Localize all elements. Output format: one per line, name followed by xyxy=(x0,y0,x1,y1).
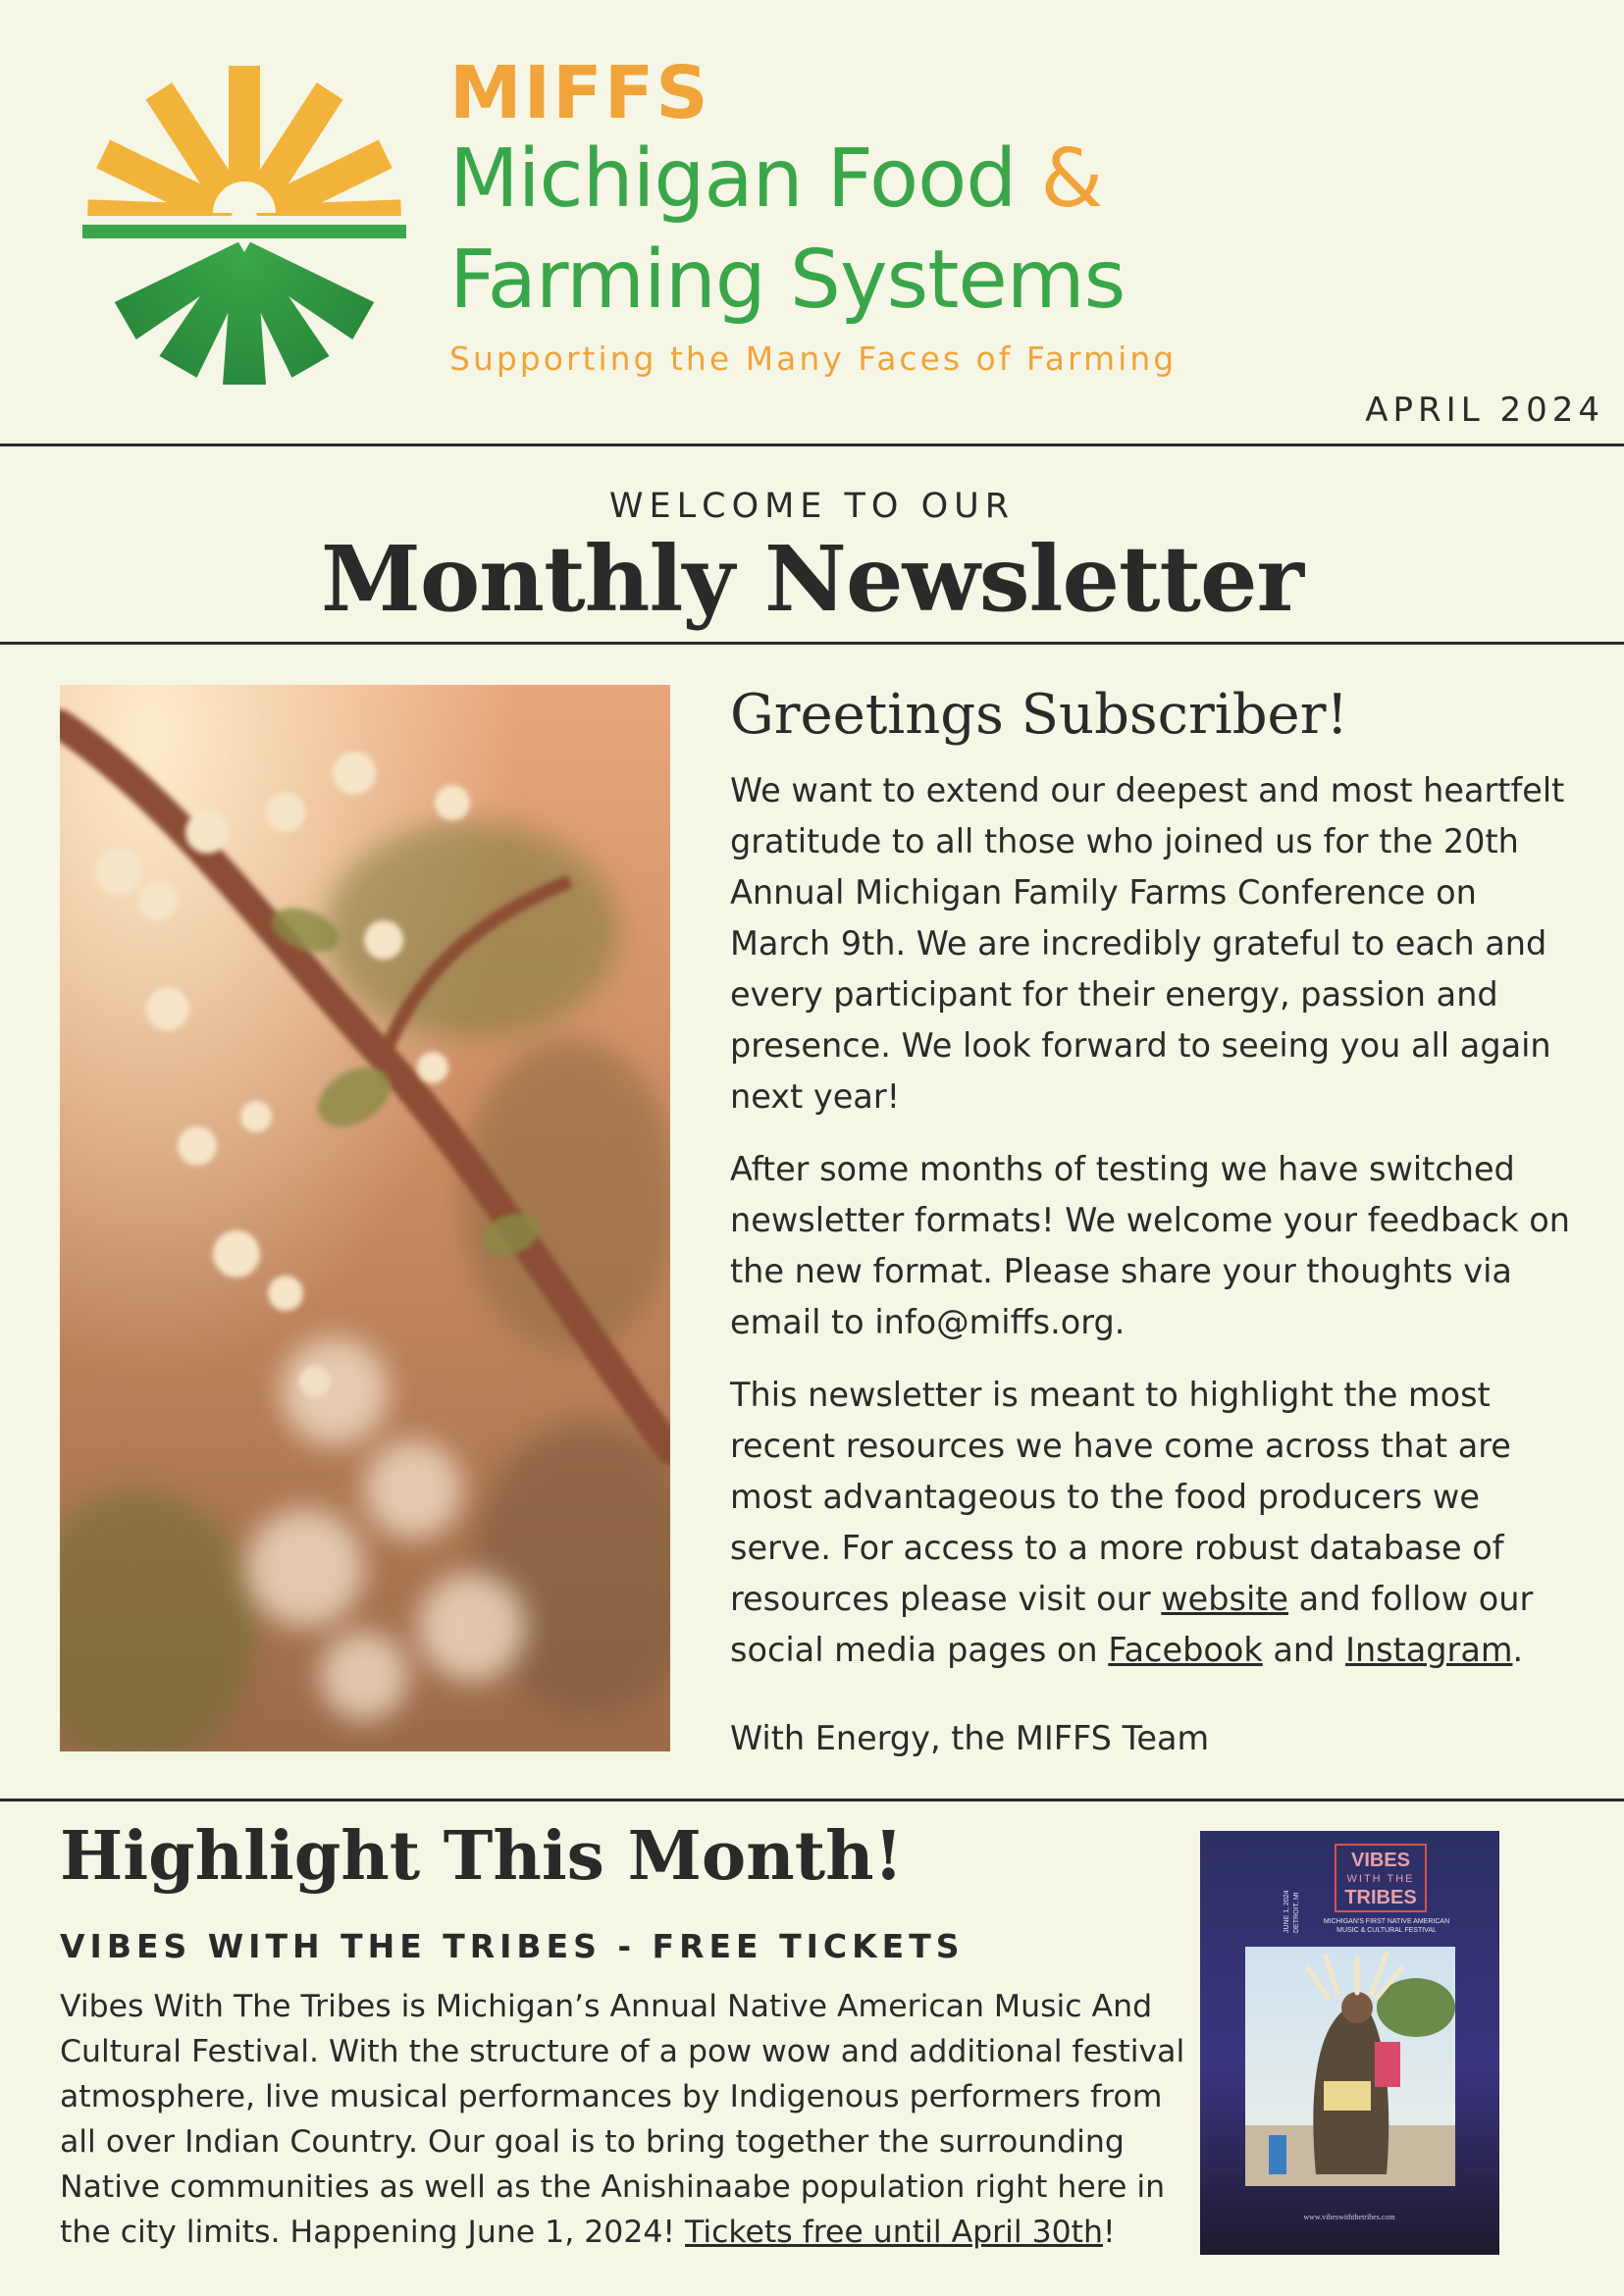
paragraph-text: . xyxy=(1512,1631,1524,1669)
poster-dancer-photo xyxy=(1245,1947,1455,2186)
org-abbreviation: MIFFS xyxy=(449,51,710,135)
poster-title-line1: VIBES xyxy=(1350,1850,1411,1871)
website-link[interactable]: website xyxy=(1161,1580,1289,1618)
greeting-paragraph-1: We want to extend our deepest and most heartfelt gratitude to all those who joined us for the 20th Annual Michigan Family Farms Conference on March 9th. We are incredibly grateful to each and every participant for their energy, passion and presence. We look forward to seeing you all again next year! xyxy=(730,771,1565,1116)
highlight-text: Vibes With The Tribes is Michigan’s Annual Native American Music And Cultural Festival. With the structure of a pow wow and additional festival atmosphere, live musical performances by Indigenous performers from all over Indian Country. Our goal is to bring together the surrounding Native communities as well as the Anishinaabe population right here in the city limits. Happening June 1, 2024! xyxy=(60,1989,1185,2250)
vibes-with-the-tribes-poster[interactable] xyxy=(1200,1831,1499,2255)
paragraph-text: and xyxy=(1262,1631,1346,1669)
poster-side-date: JUNE 1, 2024 xyxy=(1283,1890,1290,1933)
greeting-paragraph-2: After some months of testing we have switched newsletter formats! We welcome your feedback on the new format. Please share your thoughts via email to info@miffs.org. xyxy=(730,1150,1571,1341)
instagram-link[interactable]: Instagram xyxy=(1345,1631,1513,1669)
paragraph-text: This newsletter is meant to highlight the most recent resources we have come across that are most advantageous to the food producers we serve. For access to a more robust database of resources please visit our xyxy=(730,1376,1511,1618)
cherry-blossom-photo xyxy=(60,685,670,1751)
highlight-text-end: ! xyxy=(1103,2215,1116,2250)
paragraph-text: and follow our social media pages on xyxy=(730,1580,1534,1669)
highlight-heading: Highlight This Month! xyxy=(60,1817,904,1896)
issue-date: APRIL 2024 xyxy=(1365,391,1604,430)
highlight-subheading: VIBES WITH THE TRIBES - FREE TICKETS xyxy=(60,1927,965,1965)
newsletter-title: Monthly Newsletter xyxy=(320,526,1303,632)
miffs-sun-logo xyxy=(82,61,406,385)
greeting-heading: Greetings Subscriber! xyxy=(730,683,1348,747)
poster-sub-line2: MUSIC & CULTURAL FESTIVAL xyxy=(1336,1927,1437,1934)
poster-url: www.vibeswiththetribes.com xyxy=(1303,2213,1395,2221)
divider-header xyxy=(0,444,1624,446)
welcome-kicker: WELCOME TO OUR xyxy=(608,487,1016,526)
poster-sub-line1: MICHIGAN'S FIRST NATIVE AMERICAN xyxy=(1323,1918,1450,1925)
org-name-line1 xyxy=(449,132,1102,226)
divider-highlight xyxy=(0,1799,1624,1801)
tickets-link[interactable]: Tickets free until April 30th xyxy=(685,2215,1103,2250)
org-name-ampersand: & xyxy=(1040,132,1103,226)
poster-title-line2: WITH THE xyxy=(1346,1873,1415,1885)
org-name-text: Michigan Food xyxy=(449,132,1017,226)
poster-title-line3: TRIBES xyxy=(1344,1887,1417,1908)
facebook-link[interactable]: Facebook xyxy=(1108,1631,1263,1669)
greeting-paragraph-3 xyxy=(730,1370,1584,1676)
divider-welcome xyxy=(0,642,1624,645)
org-name-line2: Farming Systems xyxy=(449,234,1126,327)
org-tagline: Supporting the Many Faces of Farming xyxy=(449,339,1178,378)
poster-side-city: DETROIT, MI xyxy=(1293,1892,1300,1933)
signoff: With Energy, the MIFFS Team xyxy=(730,1719,1210,1757)
highlight-body xyxy=(60,1984,1188,2255)
